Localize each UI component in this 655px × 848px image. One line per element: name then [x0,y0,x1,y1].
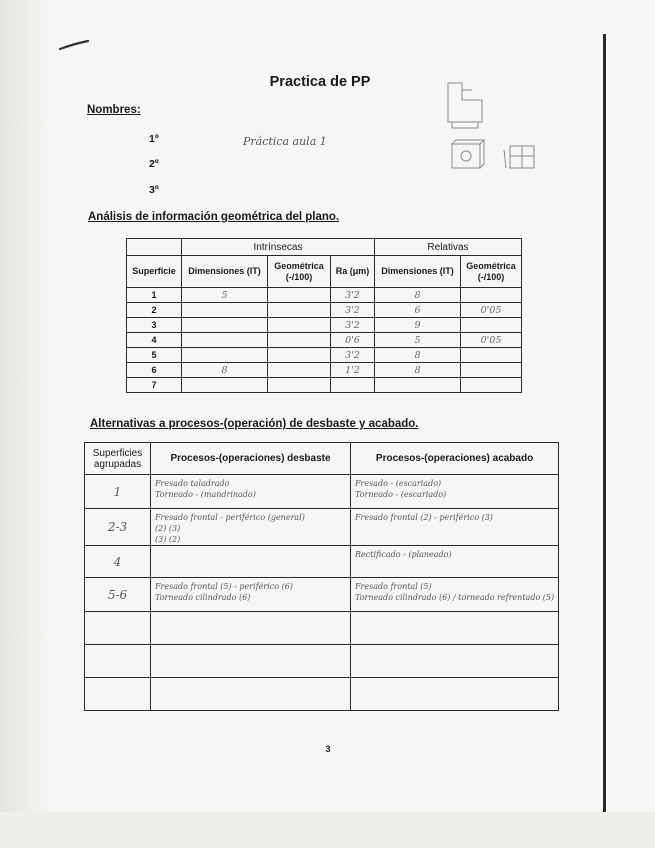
surface-number-cell: 6 [127,363,182,378]
handwritten-line: Torneado cilindrado (6) / torneado refrentado (5) [355,593,555,602]
value-cell [182,333,268,348]
value-cell: 6 [375,303,461,318]
geometric-analysis-table [126,238,522,393]
value-cell: 9 [375,318,461,333]
pen-stroke [58,38,90,52]
value-cell [461,318,522,333]
acabado-cell [351,509,559,546]
table-row [85,578,559,612]
section-title: Alternativas a procesos-(operación) de desbaste y acabado. [90,418,419,430]
table-row [127,318,522,333]
surface-group-cell [85,612,151,645]
value-cell [268,348,331,363]
nombre-ordinal: 1º [149,133,159,145]
value-cell [331,378,375,393]
section-title: Análisis de información geométrica del plano. [88,211,340,223]
handwritten-line: Torneado - (escariado) [355,490,447,499]
value-cell: 0'05 [461,333,522,348]
handwritten-line: (3) (2) [155,535,181,544]
acabado-cell [351,678,559,711]
table-row [85,678,559,711]
column-header: Dimensiones (IT) [182,256,268,288]
desbaste-cell [151,546,351,578]
table-row [85,645,559,678]
handwritten-line: Fresado - (escariado) [355,479,442,488]
table-row [85,612,559,645]
group-header-relativas: Relativas [375,239,522,256]
value-cell [461,378,522,393]
value-cell [268,318,331,333]
surface-group-cell [85,578,151,612]
acabado-cell [351,578,559,612]
table-row [127,333,522,348]
handwritten-line: Fresado frontal (5) [355,582,432,591]
surface-group-value: 5-6 [107,587,128,602]
scan-edge [603,34,606,814]
value-cell [268,333,331,348]
value-cell [268,363,331,378]
surface-group-cell [85,546,151,578]
handwritten-line: Torneado cilindrado (6) [155,593,251,602]
table-row [127,288,522,303]
page-title: Practica de PP [269,74,371,90]
value-cell: 8 [375,348,461,363]
table-row [127,378,522,393]
value-cell: 3'2 [331,303,375,318]
desbaste-cell [151,645,351,678]
surface-group-value: 2-3 [107,520,128,534]
desbaste-cell [151,612,351,645]
value-cell [461,348,522,363]
value-cell: 0'6 [331,333,375,348]
table-row [85,509,559,546]
acabado-cell [351,612,559,645]
value-cell: 3'2 [331,348,375,363]
handwritten-line: Fresado frontal (5) - periférico (6) [155,582,293,591]
value-cell [268,288,331,303]
desbaste-cell [151,578,351,612]
value-cell [461,288,522,303]
handwritten-line: Rectificado - (planeado) [355,550,452,559]
surface-number-cell: 5 [127,348,182,363]
value-cell: 3'2 [331,318,375,333]
value-cell [375,378,461,393]
scan-shadow [0,0,52,848]
surface-number-cell: 1 [127,288,182,303]
value-cell: 5 [375,333,461,348]
value-cell: 8 [182,363,268,378]
column-header: Procesos-(operaciones) desbaste [151,443,351,475]
nombre-ordinal: 2º [149,158,159,170]
sketch-drawing [440,78,590,178]
surface-group-cell [85,509,151,546]
acabado-cell [351,645,559,678]
value-cell: 3'2 [331,288,375,303]
handwritten-line: (2) (3) [155,524,181,533]
value-cell: 5 [182,288,268,303]
column-header: Procesos-(operaciones) acabado [351,443,559,475]
column-header: Geométrica (-/100) [461,256,522,288]
surface-group-cell [85,645,151,678]
desbaste-cell [151,678,351,711]
nombre-handwritten: Práctica aula 1 [243,135,327,148]
page-number: 3 [325,744,331,754]
table-row [127,363,522,378]
column-header: Superficie [127,256,182,288]
value-cell [268,378,331,393]
surface-number-cell: 3 [127,318,182,333]
value-cell [182,318,268,333]
value-cell [182,348,268,363]
value-cell: 8 [375,288,461,303]
surface-group-value: 4 [113,554,122,569]
value-cell: 1'2 [331,363,375,378]
surface-number-cell: 7 [127,378,182,393]
acabado-cell [351,475,559,509]
nombre-ordinal: 3º [149,184,159,196]
table-row [85,475,559,509]
handwritten-line: Fresado frontal (2) - periférico (3) [355,513,493,522]
value-cell [461,363,522,378]
column-header: Dimensiones (IT) [375,256,461,288]
acabado-cell [351,546,559,578]
desbaste-cell [151,475,351,509]
group-header-intrinsecas: Intrínsecas [182,239,375,256]
processes-table [84,442,559,711]
value-cell: 8 [375,363,461,378]
value-cell: 0'05 [461,303,522,318]
value-cell [182,303,268,318]
handwritten-line: Fresado taladrado [155,479,230,488]
handwritten-line: Fresado frontal - periférico (general) [155,513,305,522]
nombres-label: Nombres: [87,104,141,116]
column-header: Ra (μm) [331,256,375,288]
surface-group-cell [85,678,151,711]
table-row [127,348,522,363]
desbaste-cell [151,509,351,546]
value-cell [268,303,331,318]
column-header: Superficies agrupadas [85,443,151,475]
column-header: Geométrica (-/100) [268,256,331,288]
table-row [85,546,559,578]
surface-group-value: 1 [113,484,122,499]
surface-number-cell: 2 [127,303,182,318]
scan-bottom [0,812,655,848]
table-row [127,303,522,318]
surface-group-cell [85,475,151,509]
header-spacer [127,239,182,256]
surface-number-cell: 4 [127,333,182,348]
value-cell [182,378,268,393]
handwritten-line: Torneado - (mandrinado) [155,490,256,499]
